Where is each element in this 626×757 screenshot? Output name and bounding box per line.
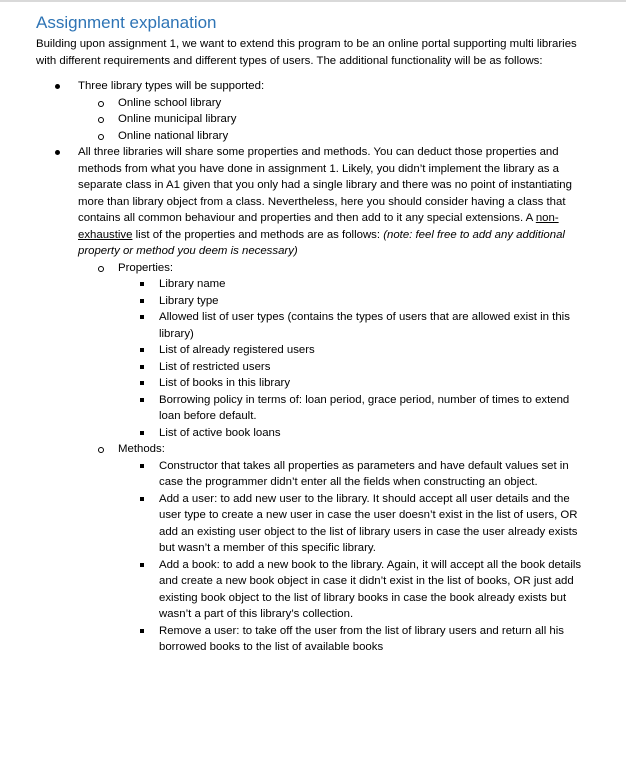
list-item: List of books in this library	[118, 375, 584, 392]
bullet-dot-icon	[55, 150, 60, 155]
bullet-square-icon	[140, 348, 144, 352]
shared-text-a: All three libraries will share some properties and methods. You can deduct those properties and methods from what you have done in assignment 1. Likely, you didn’t implement the library as a separate class in A1 given that you only had a single library and there was no point of instantiating more than library object from a class. Nevertheless, here you should consider having a class that contains all common behaviour and properties and then add to it any special extensions. A	[78, 146, 572, 224]
document-page	[36, 12, 584, 656]
methods-group	[77, 441, 584, 656]
list-item-library-types	[36, 78, 584, 144]
list-item: Add a book: to add a new book to the library. Again, it will accept all the book details and create a new book object in case it didn’t exist in the list of books, OR just add existing book object to the list of library books in case the book already exists but wasn’t a part of this library’s collection.	[118, 557, 584, 623]
main-list	[36, 78, 584, 656]
bullet-square-icon	[140, 282, 144, 286]
properties-list	[118, 276, 584, 441]
bullet-square-icon	[140, 464, 144, 468]
properties-label: Properties:	[118, 261, 174, 274]
shared-text-b: list of the properties and methods are as follows:	[132, 228, 384, 241]
methods-list	[118, 458, 584, 656]
methods-label: Methods:	[118, 443, 165, 455]
list-item: Online municipal library	[77, 111, 584, 128]
list-item: Library name	[118, 276, 584, 293]
bullet-square-icon	[140, 315, 144, 319]
list-item: Add a user: to add new user to the library. It should accept all user details and the user type to create a new user in case the user doesn’t exist in the list of users, OR add an existing user object to the list of library users in case the user already exists but wasn’t a member of this specific library.	[118, 491, 584, 557]
italic-note: (note: feel free to add any additional property or method you deem is necessary)	[78, 228, 565, 257]
bullet-square-icon	[140, 629, 144, 633]
bullet-square-icon	[140, 381, 144, 385]
bullet-square-icon	[140, 497, 144, 501]
bullet-circle-icon	[98, 447, 104, 453]
list-item: Remove a user: to take off the user from the list of library users and return all his borrowed books to the list of available books	[118, 623, 584, 656]
list-item: Allowed list of user types (contains the types of users that are allowed exist in this library)	[118, 309, 584, 342]
list-item: List of restricted users	[118, 359, 584, 376]
bullet-square-icon	[140, 398, 144, 402]
list-item: Constructor that takes all properties as parameters and have default values set in case the programmer didn’t enter all the fields when constructing an object.	[118, 458, 584, 491]
bullet-circle-icon	[98, 117, 104, 123]
section-heading: Assignment explanation	[36, 13, 217, 32]
bullet-square-icon	[140, 299, 144, 303]
list-item: Online national library	[77, 128, 584, 145]
bullet-circle-icon	[98, 134, 104, 140]
list-item: List of already registered users	[118, 342, 584, 359]
list-item: List of active book loans	[118, 425, 584, 442]
list-item: Online school library	[77, 95, 584, 112]
top-border	[0, 0, 626, 2]
list-item: Borrowing policy in terms of: loan period, grace period, number of times to extend loan before default.	[118, 392, 584, 425]
intro-paragraph: Building upon assignment 1, we want to extend this program to be an online portal supporting multi libraries with different requirements and different types of users. The additional functionality will be as follows:	[36, 38, 577, 67]
bullet-circle-icon	[98, 266, 104, 272]
list-item-shared-properties	[36, 144, 584, 656]
properties-methods-list	[77, 260, 584, 656]
bullet-square-icon	[140, 563, 144, 567]
library-types-text: Three library types will be supported:	[78, 80, 265, 92]
library-types-list	[77, 95, 584, 145]
bullet-circle-icon	[98, 101, 104, 107]
bullet-dot-icon	[55, 84, 60, 89]
list-item: Library type	[118, 293, 584, 310]
properties-group	[77, 260, 584, 442]
underlined-term: non-exhaustive	[78, 212, 559, 241]
bullet-square-icon	[140, 365, 144, 369]
bullet-square-icon	[140, 431, 144, 435]
